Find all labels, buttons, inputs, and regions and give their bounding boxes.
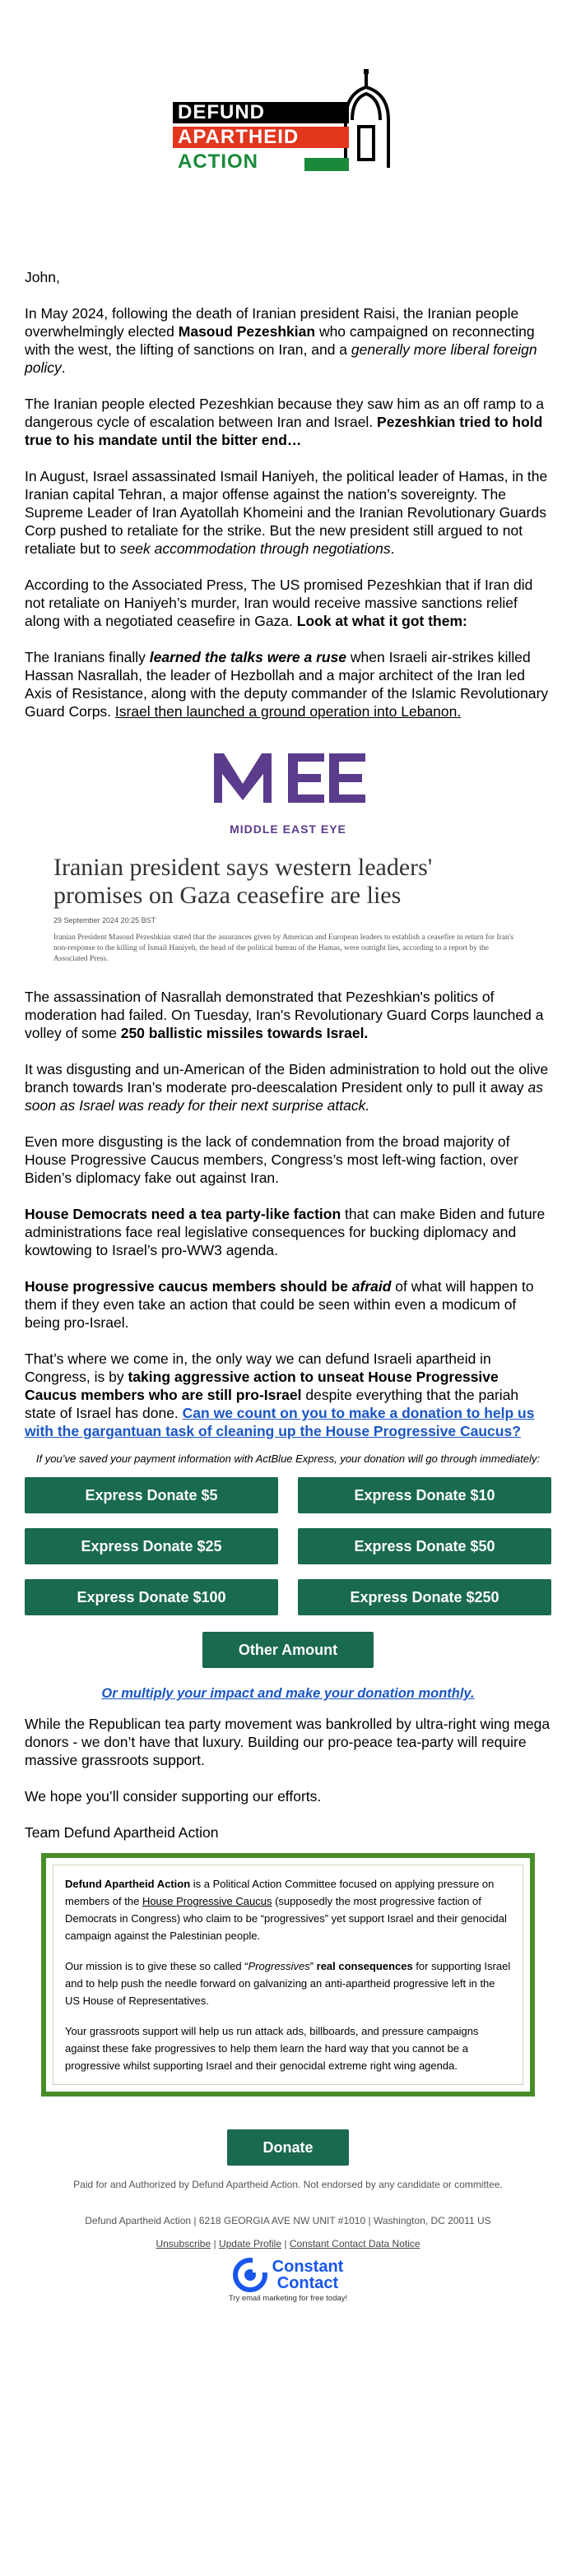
article-summary: Iranian President Masoud Pezeshkian stated that the assurances given by American and European leaders to establish a ceasefire in return for Iran's non-response to the killing of Ismail Haniyeh, the head of the political bureau of the Hamas, were outright lies, according to a report by the Associated Press.: [53, 934, 514, 963]
donate-appeal-link[interactable]: Can we count on you to make a donation to help us with the gargantuan task of cleaning up the House Progressive Caucus?: [25, 1405, 535, 1439]
about-paragraph: Your grassroots support will help us run attack ads, billboards, and pressure campaigns against these fake progressives to help them learn the hard way that you cannot be a progressive whilst supporting Israel and their genocidal extreme right wing agenda.: [65, 2025, 479, 2072]
link-separator: |: [284, 2238, 287, 2249]
article-date: 29 September 2024 20:25 BST: [53, 916, 156, 924]
data-notice-link[interactable]: Constant Contact Data Notice: [289, 2238, 420, 2249]
defund-apartheid-action-logo: [25, 0, 551, 201]
paragraph: House Democrats need a tea party-like faction that can make Biden and future administrations face real legislative consequences for bucking diplomacy and kowtowing to Israel’s pro-WW3 agenda.: [25, 1206, 546, 1258]
monthly-donation-link-wrap: [25, 1686, 551, 1702]
link-separator: |: [213, 2238, 216, 2249]
ground-operation-link[interactable]: Israel then launched a ground operation into Lebanon.: [114, 703, 462, 720]
actblue-express-note: If you’ve saved your payment information with ActBlue Express, your donation will go through immediately:: [35, 1452, 541, 1465]
paragraph: We hope you’ll consider supporting our efforts.: [25, 1788, 322, 1805]
constant-contact-logo[interactable]: [25, 2258, 551, 2292]
express-donate-50-button[interactable]: Express Donate $50: [298, 1528, 551, 1564]
paragraph: In May 2024, following the death of Iranian president Raisi, the Iranian people overwhelmingly elected Masoud Pezeshkian who campaigned on reconnecting with the west, the lifting of sanctions on Iran, and a generally more liberal foreign policy.: [25, 305, 537, 376]
signature: Team Defund Apartheid Action: [25, 1824, 219, 1841]
express-donate-5-button[interactable]: Express Donate $5: [25, 1477, 278, 1513]
constant-contact-word-1: Constant: [272, 2258, 344, 2276]
constant-contact-icon: [233, 2258, 267, 2292]
paragraph: The assassination of Nasrallah demonstrated that Pezeshkian's politics of moderation had failed. On Tuesday, Iran's Revolutionary Guard Corps launched a volley of some 250 ballistic missiles towards Israel.: [25, 989, 544, 1041]
other-amount-button[interactable]: Other Amount: [202, 1632, 374, 1668]
house-progressive-caucus-link[interactable]: House Progressive Caucus: [142, 1895, 272, 1907]
constant-contact-word-2: Contact: [276, 2274, 339, 2292]
express-donate-250-button[interactable]: Express Donate $250: [298, 1579, 551, 1615]
greeting: John,: [25, 269, 60, 285]
paragraph: Even more disgusting is the lack of condemnation from the broad majority of House Progressive Caucus members, Congress’s most left-wing faction, over Biden’s diplomacy fake out against Iran.: [25, 1133, 518, 1186]
footer: [25, 2179, 551, 2303]
paragraph: That’s where we come in, the only way we can defund Israeli apartheid in Congress, is by taking aggressive action to unseat House Progressive Caucus members who are still pro-Israel despite everything that the pariah state of Israel has done. Can we count on you to make a donation to help us with the gargantuan task of cleaning up the House Progressive Caucus?: [25, 1351, 535, 1439]
mee-brand-label: MIDDLE EAST EYE: [230, 822, 346, 836]
paragraph: It was disgusting and un-American of the Biden administration to hold out the olive branch towards Iran’s moderate pro-deescalation President only to pull it away as soon as Israel was ready for their next surprise attack.: [25, 1061, 549, 1114]
email-body: [25, 0, 551, 2303]
update-profile-link[interactable]: Update Profile: [218, 2238, 281, 2249]
mailing-address: Defund Apartheid Action | 6218 GEORGIA AVE NW UNIT #1010 | Washington, DC 20011 US: [85, 2215, 491, 2226]
paragraph: The Iranian people elected Pezeshkian because they saw him as an off ramp to a dangerous cycle of escalation between Iran and Israel. Pezeshkian tried to hold true to his mandate until the bitter end…: [25, 396, 545, 448]
footer-links: [25, 2238, 551, 2249]
about-paragraph: Defund Apartheid Action is a Political Action Committee focused on applying pressure on members of the House Progressive Caucus (supposedly the most progressive faction of Democrats in Congress) who claim to be “progressives” yet support Israel and their genocidal campaign against the Palestinian people.: [65, 1878, 507, 1942]
logo-line-defund: DEFUND: [173, 102, 349, 123]
paragraph: In August, Israel assassinated Ismail Haniyeh, the political leader of Hamas, in the Iranian capital Tehran, a major offense against the nation’s sovereignty. The Supreme Leader of Iran Ayatollah Khomeini and the Iranian Revolutionary Guards Corp pushed to retaliate for the strike. But the new president still argued to not retaliate but to seek accommodation through negotiations.: [25, 468, 548, 557]
express-donate-100-button[interactable]: Express Donate $100: [25, 1579, 278, 1615]
logo-line-apartheid: APARTHEID: [173, 127, 349, 148]
about-paragraph: Our mission is to give these so called “Progressives” real consequences for supporting Israel and to help push the needle forward on galvanizing an anti-apartheid progressive left in the US House of Representatives.: [65, 1960, 511, 2007]
monthly-donation-link[interactable]: Or multiply your impact and make your donation monthly.: [101, 1686, 475, 1701]
express-donate-25-button[interactable]: Express Donate $25: [25, 1528, 278, 1564]
express-donate-grid: [25, 1477, 551, 1615]
constant-contact-tagline: Try email marketing for free today!: [228, 2294, 348, 2303]
mee-logo-icon: [206, 739, 370, 821]
paragraph: The Iranians finally learned the talks were a ruse when Israeli air-strikes killed Hassan Nasrallah, the leader of Hezbollah and a major architect of the Iran led Axis of Resistance, along with the deputy commander of the Islamic Revolutionary Guard Corps. Israel then launched a ground operation into Lebanon.: [25, 649, 549, 720]
paragraph: While the Republican tea party movement was bankrolled by ultra-right wing mega donors - we don’t have that luxury. Building our pro-peace tea-party will require massive grassroots support.: [25, 1716, 550, 1768]
logo-green-bar: [304, 158, 349, 171]
paragraph: House progressive caucus members should be afraid of what will happen to them if they even take an action that could be seen within even a modicum of being pro-Israel.: [25, 1278, 534, 1331]
unsubscribe-link[interactable]: Unsubscribe: [156, 2238, 211, 2249]
about-box: [41, 1853, 535, 2096]
donate-button[interactable]: Donate: [227, 2129, 349, 2166]
article-title: Iranian president says western leaders' promises on Gaza ceasefire are lies: [53, 854, 433, 909]
logo-line-action: ACTION: [173, 151, 304, 173]
paid-for-disclaimer: Paid for and Authorized by Defund Apartheid Action. Not endorsed by any candidate or committee.: [73, 2179, 503, 2190]
paragraph: According to the Associated Press, The US promised Pezeshkian that if Iran did not retaliate on Haniyeh’s murder, Iran would receive massive sanctions relief along with a negotiated ceasefire in Gaza. Look at what it got them:: [25, 577, 533, 629]
express-donate-10-button[interactable]: Express Donate $10: [298, 1477, 551, 1513]
article-card[interactable]: [25, 739, 551, 965]
